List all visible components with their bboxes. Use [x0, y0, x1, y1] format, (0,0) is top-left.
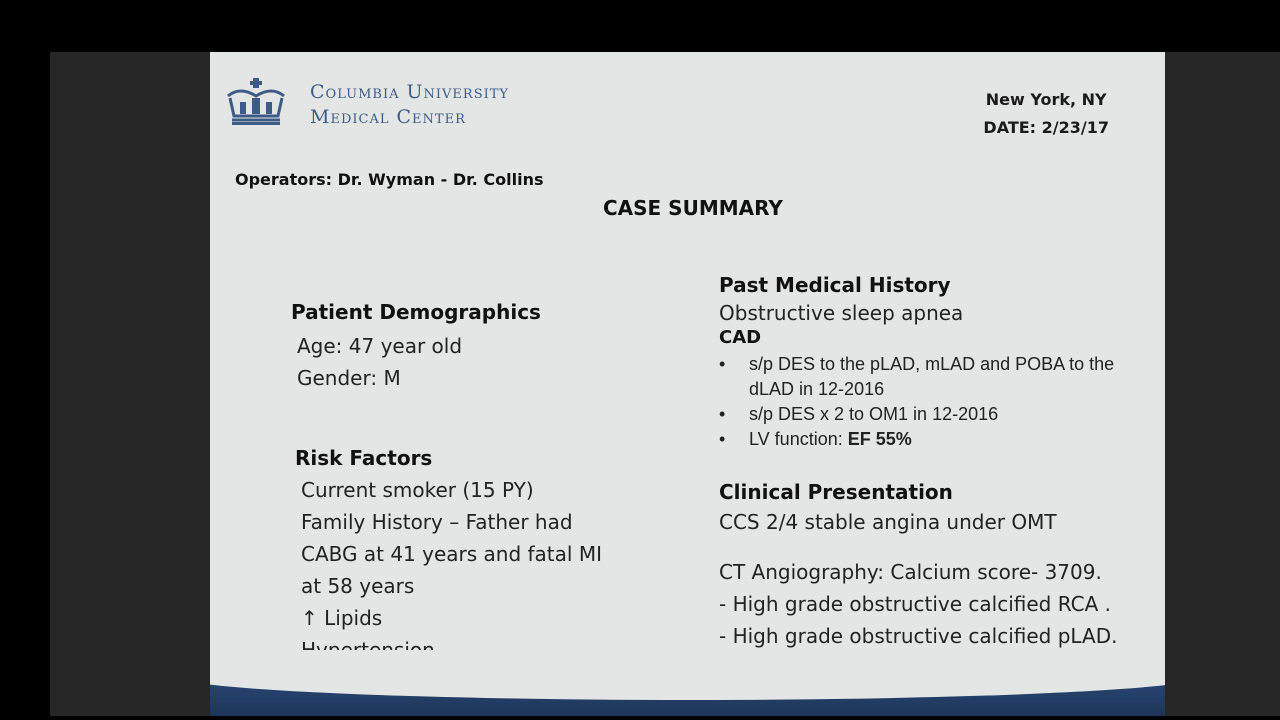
date-text: DATE: 2/23/17: [983, 118, 1109, 137]
osa-line: Obstructive sleep apnea: [719, 301, 964, 325]
gender-line: Gender: M: [297, 366, 401, 390]
ct-line: CT Angiography: Calcium score- 3709.: [719, 560, 1102, 584]
clinical-presentation-text: CCS 2/4 stable angina under OMT: [719, 510, 1057, 534]
location-date-block: [983, 86, 1109, 142]
list-item: [719, 352, 1149, 402]
presentation-slide: [210, 52, 1165, 716]
past-medical-history-section: [719, 273, 1149, 452]
letterbox-left: [50, 52, 210, 716]
clinical-presentation-section: [719, 480, 1159, 538]
columbia-crown-logo: [224, 76, 288, 126]
cad-heading: CAD: [719, 327, 762, 348]
operators-line: Operators: Dr. Wyman - Dr. Collins: [235, 170, 544, 189]
bullet-icon: •: [719, 429, 726, 449]
cad-list: [719, 352, 1149, 452]
risk-line: CABG at 41 years and fatal MI: [301, 542, 602, 566]
risk-line: ↑ Lipids: [301, 606, 383, 630]
bullet-icon: •: [719, 404, 726, 424]
risk-line: Current smoker (15 PY): [301, 478, 534, 502]
ct-line: - High grade obstructive calcified pLAD.: [719, 624, 1118, 648]
cad-item-text: s/p DES to the pLAD, mLAD and POBA to the dLAD in 12-2016: [749, 354, 1115, 399]
clinical-presentation-heading: Clinical Presentation: [719, 480, 953, 504]
institution-line-1: Columbia University: [310, 81, 509, 103]
risk-factors-heading: Risk Factors: [295, 446, 433, 470]
footer-curve: [210, 650, 1165, 700]
cad-item-text: s/p DES x 2 to OM1 in 12-2016: [749, 404, 999, 424]
demographics-heading: Patient Demographics: [291, 300, 541, 324]
page-title: CASE SUMMARY: [603, 196, 783, 220]
institution-name: [310, 80, 509, 130]
ct-line: - High grade obstructive calcified RCA .: [719, 592, 1111, 616]
list-item: [719, 427, 1149, 452]
letterbox-right: [1165, 52, 1280, 716]
list-item: [719, 402, 1149, 427]
pmh-heading: Past Medical History: [719, 273, 951, 297]
lv-value: EF 55%: [847, 429, 912, 449]
risk-line: Family History – Father had: [301, 510, 573, 534]
location-text: New York, NY: [985, 90, 1107, 109]
risk-line: at 58 years: [301, 574, 415, 598]
bullet-icon: •: [719, 354, 726, 374]
risk-factors-section: [295, 446, 602, 666]
institution-line-2: Medical Center: [310, 106, 466, 128]
lv-label: LV function:: [749, 429, 848, 449]
age-line: Age: 47 year old: [297, 334, 463, 358]
patient-demographics-section: [291, 300, 541, 394]
